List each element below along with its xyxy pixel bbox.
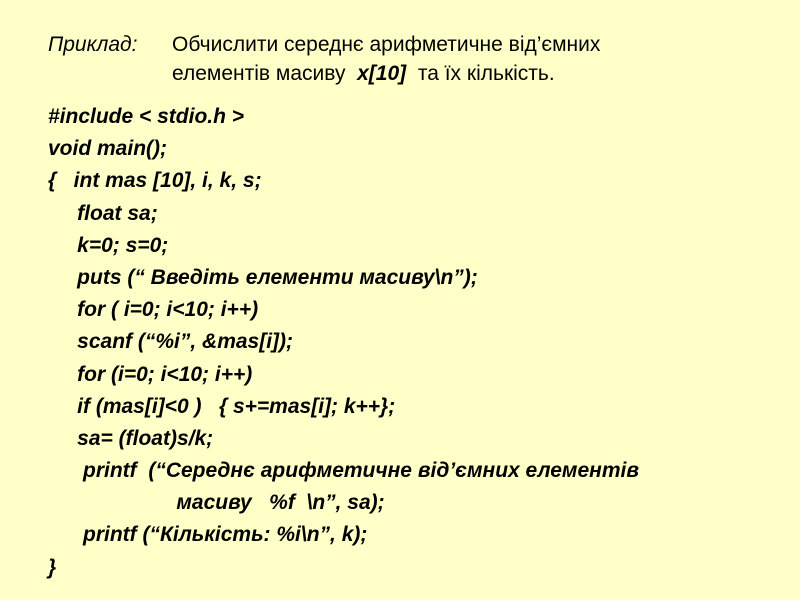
code-line: if (mas[i]<0 ) { s+=mas[i]; k++}; — [48, 394, 396, 418]
code-line: } — [48, 555, 57, 579]
code-line: k=0; s=0; — [48, 233, 169, 257]
code-line: void main(); — [48, 137, 167, 161]
code-line: for ( i=0; i<10; i++) — [48, 298, 259, 322]
code-line: { int mas [10], i, k, s; — [48, 169, 262, 193]
code-line: масиву %f \n”, sa); — [48, 491, 385, 515]
code-line: #include < stdio.h > — [48, 105, 245, 128]
code-listing — [48, 101, 788, 584]
code-line: puts (“ Введіть елементи масиву\n”); — [48, 265, 478, 289]
code-line: sa= (float)s/k; — [48, 426, 214, 450]
task-description-line-2 — [172, 59, 555, 88]
task-text-1: Обчислити середнє арифметичне від’ємних — [172, 33, 601, 56]
code-line: scanf (“%i”, &mas[i]); — [48, 330, 294, 354]
code-line: for (i=0; i<10; i++) — [48, 362, 253, 386]
task-text-2-pre: елементів масиву — [172, 62, 346, 85]
task-description-line-1 — [172, 30, 600, 59]
task-text-2-post: та їх кількість. — [417, 62, 555, 85]
array-variable: x[10] — [357, 62, 407, 85]
code-line: printf (“Кількість: %i\n”, k); — [48, 523, 368, 547]
example-label: Приклад: — [48, 33, 138, 56]
code-line: float sa; — [48, 201, 158, 225]
code-line: printf (“Середнє арифметичне від’ємних елементів — [48, 459, 640, 483]
